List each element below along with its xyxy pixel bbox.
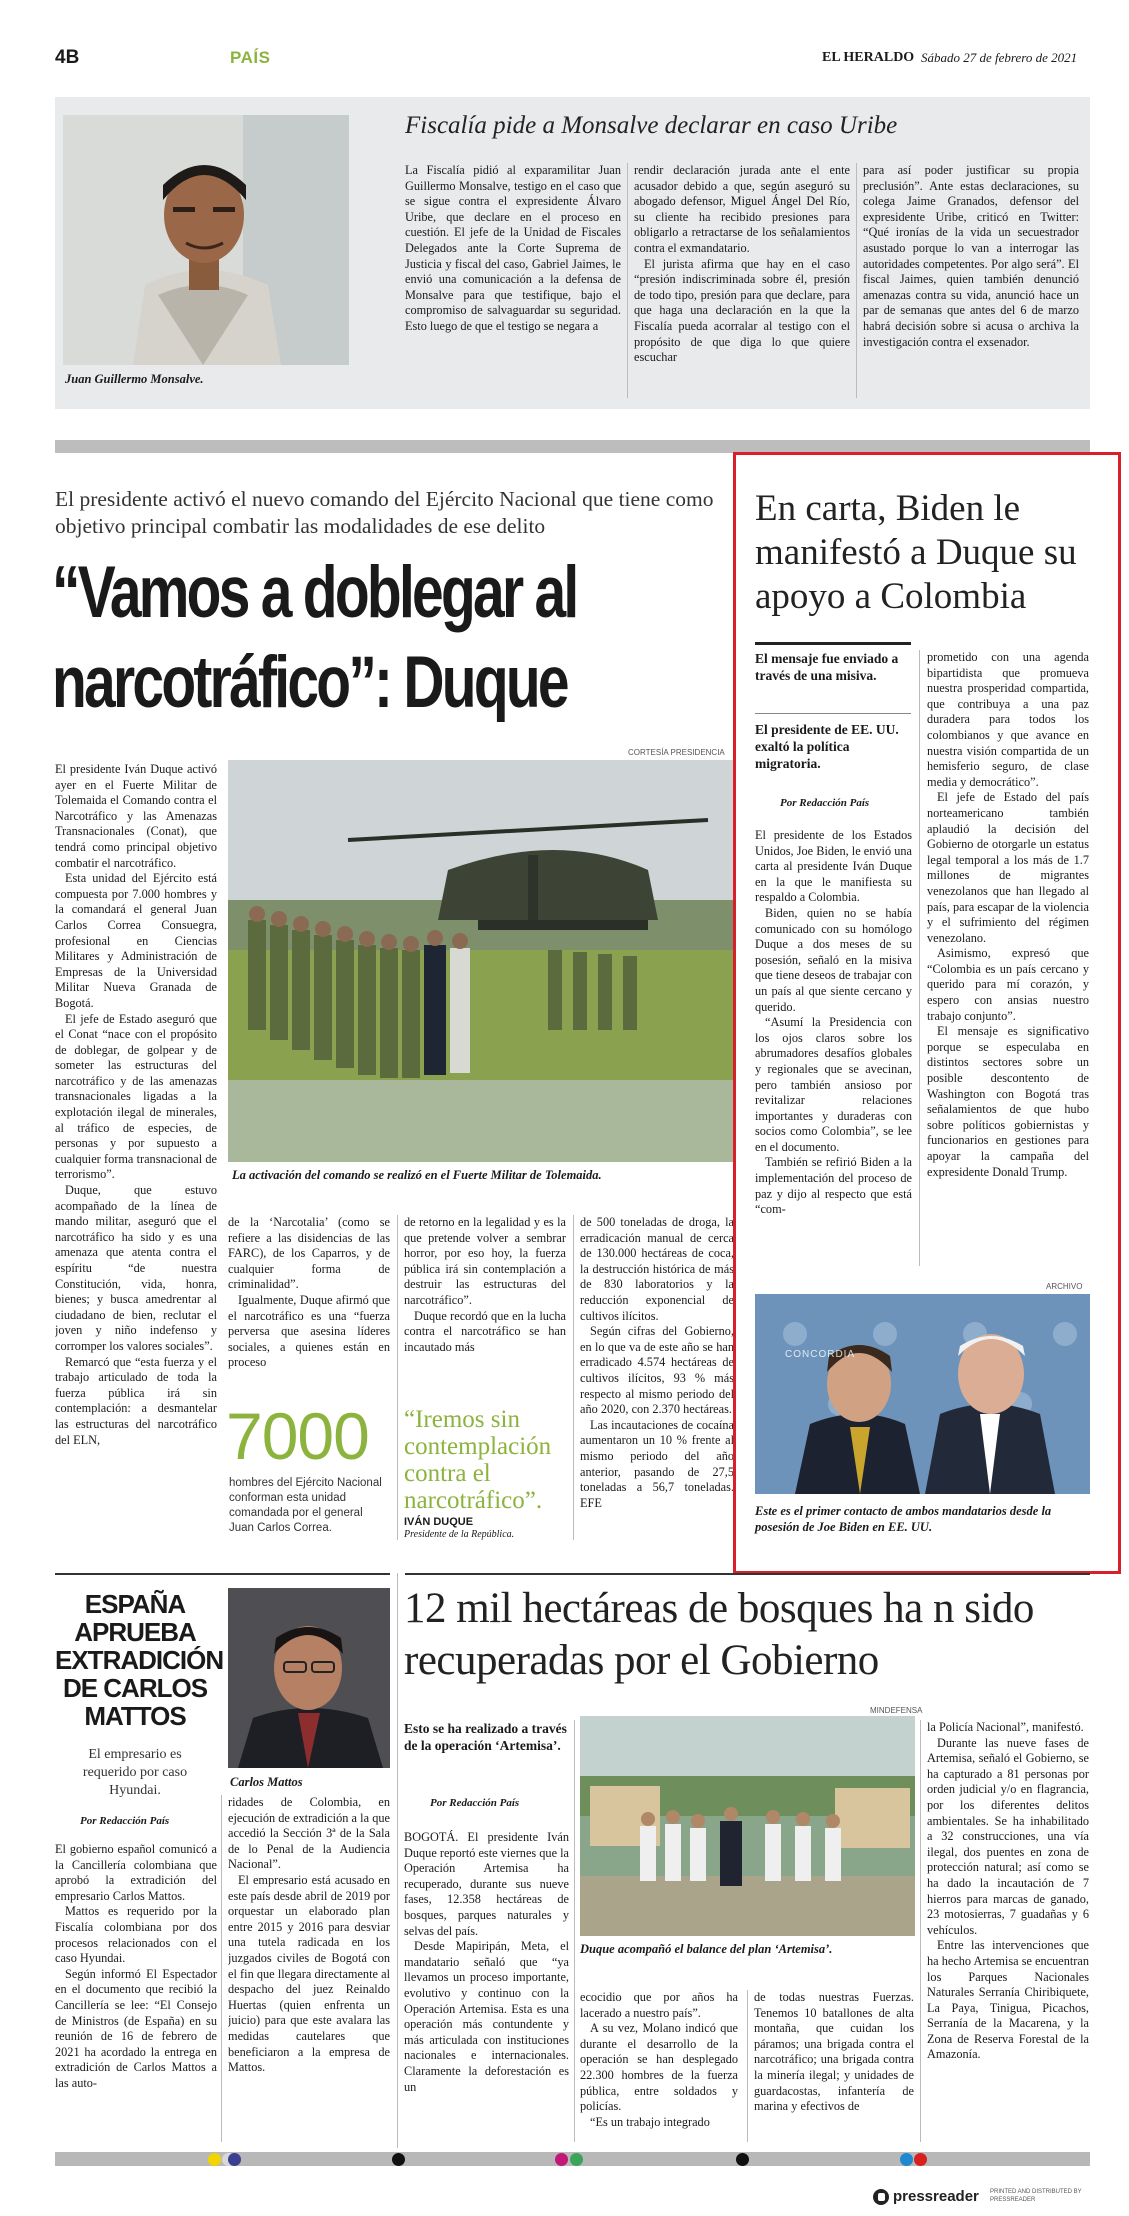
monsalve-photo-caption: Juan Guillermo Monsalve. (65, 372, 204, 386)
biden-byline: Por Redacción País (780, 797, 870, 809)
mattos-paragraph: Mattos es requerido por la Fiscalía colombiana por dos procesos relacionados con el caso Hyundai. (55, 1904, 217, 1966)
bottom-section-rule (405, 1573, 1090, 1575)
mattos-photo (228, 1588, 390, 1768)
duque-paragraph: Remarcó que “esta fuerza y el trabajo articulado de toda la fuerza pública irá sin contemplación: a desmantelar las estructuras del narcotráfico del ELN, (55, 1354, 217, 1447)
mattos-photo-caption: Carlos Mattos (230, 1775, 303, 1789)
artemisa-paragraph: Desde Mapiripán, Meta, el mandatario señaló que “ya llevamos un proceso importante, evolutivo y continuo con la Operación Artemisa. Esta es una operación más contundente y más articulada con instituciones nacionales e internacionales. Claramente la deforestación es un (404, 1939, 569, 2094)
registration-mark (392, 2153, 405, 2166)
artemisa-col-1 (404, 1830, 569, 2142)
biden-summary-1: El mensaje fue enviado a través de una misiva. (755, 651, 899, 683)
biden-col-1 (755, 828, 912, 1266)
biden-duque-photo (755, 1294, 1090, 1494)
duque-paragraph: Duque recordó que en la lucha contra el narcotráfico se han incautado más (404, 1308, 566, 1354)
artemisa-paragraph: ecocidio que por años ha lacerado a nuestro país”. (580, 1990, 738, 2020)
column-divider (574, 1720, 575, 2142)
artemisa-paragraph: de todas nuestras Fuerzas. Tenemos 10 batallones de alta montaña, que cuidan los páramos; una brigada contra el narcotráfico; una brigada contra la minería ilegal; y unidades de guardacostas, infantería de marina y efectivos de (754, 1990, 914, 2114)
biden-summary-rule (755, 642, 911, 645)
edition-date: Sábado 27 de febrero de 2021 (921, 50, 1078, 65)
mattos-paragraph: ridades de Colombia, en ejecución de extradición a la que accedió la Sección 3ª de la Sala de lo Penal de la Audiencia Nacional”. (228, 1795, 390, 1872)
registration-mark (900, 2153, 913, 2166)
biden-paragraph: “Asumí la Presidencia con los ojos claros sobre los abrumadores desafíos globales y regionales que se avecinan, pero también ansioso por revitalizar relaciones importantes y duraderas con socios como Colombia”, se lee en el documento. (755, 1015, 912, 1154)
registration-mark (570, 2153, 583, 2166)
duque-paragraph: de 500 toneladas de droga, la erradicación manual de cerca de 130.000 hectáreas de coca, la destrucción histórica de más de 830 laboratorios y la reducción exponencial de cultivos ilícitos. (580, 1215, 734, 1323)
biden-paragraph: Asimismo, expresó que “Colombia es un país cercano y querido para mí corazón, y espero con ansias nuestro trabajo conjunto”. (927, 946, 1089, 1023)
monsalve-headline: Fiscalía pide a Monsalve declarar en caso Uribe (405, 112, 898, 139)
biden-summary-rule (755, 713, 911, 714)
biden-paragraph: También se refirió Biden a la implementación del proceso de paz y dijo al respecto que está “com- (755, 1155, 912, 1217)
biden-paragraph: El mensaje es significativo porque se especulaba en distintos sectores sobre un posible descontento de Washington con Bogotá tras señalamientos de que hubo sobre políticos gobiernistas y funcionarios en gestiones para apoyar la campaña del expresidente Donald Trump. (927, 1024, 1089, 1179)
duque-photo-caption: La activación del comando se realizó en el Fuerte Militar de Tolemaida. (232, 1168, 602, 1182)
monsalve-col-3 (863, 163, 1079, 398)
registration-mark (555, 2153, 568, 2166)
artemisa-col-4 (927, 1720, 1089, 2142)
biden-paragraph: El presidente de los Estados Unidos, Joe Biden, le envió una carta al presidente Iván Duque en la que le manifiesta su respaldo a Colombia. (755, 828, 912, 905)
stat-description: hombres del Ejército Nacional conforman esta unidad comandada por el general Juan Carlos Correa. (229, 1477, 382, 1534)
biden-headline: En carta, Biden le manifestó a Duque su apoyo a Colombia (755, 488, 1077, 617)
mattos-col-2 (228, 1795, 390, 2142)
column-divider (221, 1795, 222, 2142)
duque-col-3 (404, 1215, 566, 1395)
registration-mark (736, 2153, 749, 2166)
monsalve-paragraph: rendir declaración jurada ante el ente acusador debido a que, según aseguró su abogado defensor, Miguel Ángel Del Río, su cliente ha recibido presiones para obligarlo a retractarse de los señalamientos contra el exmandatario. (634, 163, 850, 255)
duque-col-4 (580, 1215, 734, 1540)
registration-mark (208, 2153, 221, 2166)
duque-paragraph: de retorno en la legalidad y es la que pretende volver a sembrar horror, por eso hoy, la fuerza pública irá sin contemplación a destruir las estructuras del narcotráfico”. (404, 1215, 566, 1307)
duque-paragraph: Esta unidad del Ejército está compuesta por 7.000 hombres y la comandará el general Juan Carlos Correa Consuegra, profesional en Ciencias Militares y Administración de Empresas de la Universidad Militar Nueva Granada de Bogotá. (55, 871, 217, 1010)
artemisa-col-2 (580, 1990, 738, 2142)
pressreader-note: PRINTED AND DISTRIBUTED BY PRESSREADER (990, 2189, 1082, 2203)
stat-number: 7000 (226, 1399, 369, 1473)
artemisa-byline: Por Redacción País (430, 1797, 520, 1809)
duque-paragraph: Igualmente, Duque afirmó que el narcotráfico es una “fuerza perversa que asesina líderes sociales, a quienes están en proceso (228, 1292, 390, 1370)
duque-paragraph: Las incautaciones de cocaína aumentaron un 10 % frente al mismo periodo del año anterior, pasando de 27,5 toneladas a 56,7 toneladas. EFE (580, 1417, 734, 1510)
biden-paragraph: prometido con una agenda bipartidista que promueva nuestra prosperidad compartida, que contribuya a una paz duradera para todos los colombianos y que avance en nuestra visión compartida de un hemisferio seguro, de clase media y democrático”. (927, 650, 1089, 789)
artemisa-paragraph: BOGOTÁ. El presidente Iván Duque reportó este viernes que la Operación Artemisa ha recuperado, durante sus nueve fases, 12.358 hectáreas de bosques, parques naturales y selvas del país. (404, 1830, 569, 1938)
artemisa-col-3 (754, 1990, 914, 2142)
duque-col-2 (228, 1215, 390, 1395)
column-divider (573, 1215, 574, 1540)
column-divider (627, 163, 628, 398)
duque-paragraph: El jefe de Estado aseguró que el Conat “nace con el propósito de doblegar, de golpear y de someter las estructuras del narcotráfico y de las amenazas transnacionales ligadas a la explotación ilegal de minerales, al tráfico de especies, de personas y por supuesto a cualquier forma transnacional de terrorismo”. (55, 1011, 217, 1182)
duque-col-1 (55, 762, 217, 1540)
monsalve-photo (63, 115, 349, 365)
mattos-paragraph: Según informó El Espectador en el documento que recibió la Cancillería se lee: “El Consejo de Ministros (de España) en su reunión de 16 de febrero de 2021 ha acordado la entrega en extradición de Carlos Mattos a las auto- (55, 1966, 217, 2090)
biden-paragraph: El jefe de Estado del país norteamericano también aplaudió la decisión del Gobierno de otorgarle un estatus legal temporal a los más de 1.7 millones de migrantes venezolanos que han llegado al país, para escapar de la violencia y el sufrimiento del régimen venezolano. (927, 790, 1089, 945)
biden-photo-caption: Este es el primer contacto de ambos mandatarios desde la posesión de Joe Biden en EE. UU. (755, 1504, 1052, 1534)
monsalve-paragraph: La Fiscalía pidió al exparamilitar Juan Guillermo Monsalve, testigo en el caso que se sigue contra el expresidente Álvaro Uribe, que declare en el proceso en cuestión. El jefe de la Unidad de Fiscales Delegados ante la Corte Suprema de Justicia y fiscal del caso, Gabriel Jaimes, le envió una comunicación a la defensa de Monsalve para que testifique, bajo el compromiso de salvaguardar su seguridad. Esto luego de que el testigo se negara a (405, 163, 621, 333)
duque-headline: “Vamos a doblegar al narcotráfico”: Duque (52, 552, 577, 723)
artemisa-headline: 12 mil hectáreas de bosques ha n sido recuperadas por el Gobierno (404, 1585, 1034, 1684)
column-divider (856, 163, 857, 398)
pressreader-icon (873, 2189, 889, 2205)
duque-photo-credit: CORTESÍA PRESIDENCIA (628, 748, 725, 757)
column-divider (920, 1720, 921, 2142)
bottom-section-rule (55, 1573, 390, 1575)
monsalve-paragraph: para así poder justificar su propia preclusión”. Ante estas declaraciones, su colega Jaime Granados, defensor del expresidente Uribe, criticó en Twitter: “Qué ironías de la vida un secuestrador asustado porque lo van a interrogar las autoridades competentes. Por algo será”. El fiscal Jaimes, quien también denunció amenazas contra su vida, anunció hace un par de semanas que antes del 6 de marzo habrá decisión sobre si acusa o archiva la investigación contra el exsenador. (863, 163, 1079, 349)
duque-paragraph: Duque, que estuvo acompañado de la línea de mando militar, aseguró que el narcotráfico ha sido y es una amenaza que atenta contra el espíritu “de nuestra Constitución, vida, honra, bienes; y busca amedrentar al ciudadano de bien, reclutar el joven y niño indefenso y corromper los valores sociales”. (55, 1183, 217, 1353)
duque-paragraph: El presidente Iván Duque activó ayer en el Fuerte Militar de Tolemaida el Comando contra el Narcotráfico y las Amenazas Transnacionales (Conat), que tendrá como principal objetivo combatir el narcotráfico. (55, 762, 217, 870)
artemisa-deck: Esto se ha realizado a través de la operación ‘Artemisa’. (404, 1721, 567, 1753)
mattos-byline: Por Redacción País (80, 1815, 170, 1827)
column-divider (397, 1573, 398, 2148)
page-number: 4B (55, 47, 80, 68)
duque-paragraph: Según cifras del Gobierno, en lo que va de este año se han erradicado 4.574 hectáreas de cultivos ilícitos, 93 % más respecto al mismo periodo del año 2020, con 2.370 hectáreas. (580, 1324, 734, 1417)
quote-author: IVÁN DUQUE (404, 1516, 474, 1528)
mattos-col-1 (55, 1842, 217, 2142)
pressreader-logo[interactable] (873, 2188, 979, 2205)
duque-ceremony-photo (228, 760, 733, 1162)
pull-quote: “Iremos sin contemplación contra el narcotráfico”. (404, 1406, 552, 1514)
registration-mark (228, 2153, 241, 2166)
registration-mark (914, 2153, 927, 2166)
newspaper-name: EL HERALDO (822, 50, 915, 65)
artemisa-paragraph: Entre las intervenciones que ha hecho Artemisa se encuentran los Parques Nacionales Naturales Serranía Chiribiquete, La Paya, Tinigua, Picachos, Serranía de la Macarena, y la Zona de Reserva Forestal de la Amazonía. (927, 1938, 1089, 2062)
biden-col-2 (927, 650, 1089, 1266)
artemisa-photo (580, 1716, 915, 1936)
artemisa-paragraph: A su vez, Molano indicó que durante el desarrollo de la operación se han desplegado 22.300 hombres de la fuerza pública, entre soldados y policías. (580, 2021, 738, 2114)
mattos-deck: El empresario es requerido por caso Hyundai. (82, 1747, 188, 1798)
biden-summary-2: El presidente de EE. UU. exaltó la política migratoria. (755, 722, 899, 771)
biden-paragraph: Biden, quien no se había comunicado con su homólogo Duque a dos meses de su posesión, señaló en la misiva que tiene deseos de trabajar con un país al que siente cercano y querido. (755, 905, 912, 1014)
artemisa-paragraph: la Policía Nacional”, manifestó. (927, 1720, 1084, 1734)
column-divider (397, 1215, 398, 1540)
mattos-paragraph: El gobierno español comunicó a la Cancillería colombiana que aprobó la extradición del empresario Carlos Mattos. (55, 1842, 217, 1903)
duque-paragraph: de la ‘Narcotalia’ (como se refiere a las disidencias de las FARC), de los Caparros, y de cualquier forma de criminalidad”. (228, 1215, 390, 1292)
artemisa-paragraph: Durante las nueve fases de Artemisa, señaló el Gobierno, se ha capturado a 81 personas por orden judicial y/o en flagrancia, por los diferentes delitos ambientales. Se ha inhabilitado a 32 construcciones, una vía ilegal, dos puentes en zona de protección natural; así como se ha dado la incautación de 7 hierros para marcas de ganado, 23 motosierras, 7 guadañas y 6 vehículos. (927, 1735, 1089, 1937)
artemisa-photo-credit: MINDEFENSA (870, 1706, 923, 1715)
duque-kicker: El presidente activó el nuevo comando del Ejército Nacional que tiene como objetivo principal combatir las modalidades de ese delito (55, 487, 714, 538)
column-divider (919, 650, 920, 1266)
artemisa-paragraph: “Es un trabajo integrado (590, 2114, 710, 2129)
pressreader-brand: pressreader (893, 2188, 979, 2205)
column-divider (747, 1990, 748, 2142)
quote-role: Presidente de la República. (404, 1529, 515, 1540)
monsalve-col-2 (634, 163, 850, 398)
section-name: PAÍS (230, 48, 271, 67)
concordia-sign-text: CONCORDIA (785, 1349, 856, 1360)
monsalve-col-1 (405, 163, 621, 398)
biden-photo-credit: ARCHIVO (1046, 1282, 1083, 1291)
artemisa-photo-caption: Duque acompañó el balance del plan ‘Artemisa’. (580, 1942, 833, 1956)
mattos-paragraph: El empresario está acusado en este país desde abril de 2019 por orquestar un elaborado plan entre 2015 y 2016 para desviar una tutela radicada en los juzgados civiles de Bogotá con el fin que llegara directamente al despacho del juez Reinaldo Huertas (quien enfrenta un juicio) para que este avalara las medidas cautelares que beneficiaron a la empresa de Mattos. (228, 1872, 390, 2075)
mattos-headline: ESPAÑA APRUEBA EXTRADICIÓN DE CARLOS MATTOS (55, 1589, 224, 1731)
monsalve-paragraph: El jurista afirma que hay en el caso “presión indiscriminada sobre él, presión de todo tipo, presión para que declare, para que haga una declaración en la que la Fiscalía pueda acorralar al testigo con el propósito de que diga lo que quiere escuchar (634, 256, 850, 365)
